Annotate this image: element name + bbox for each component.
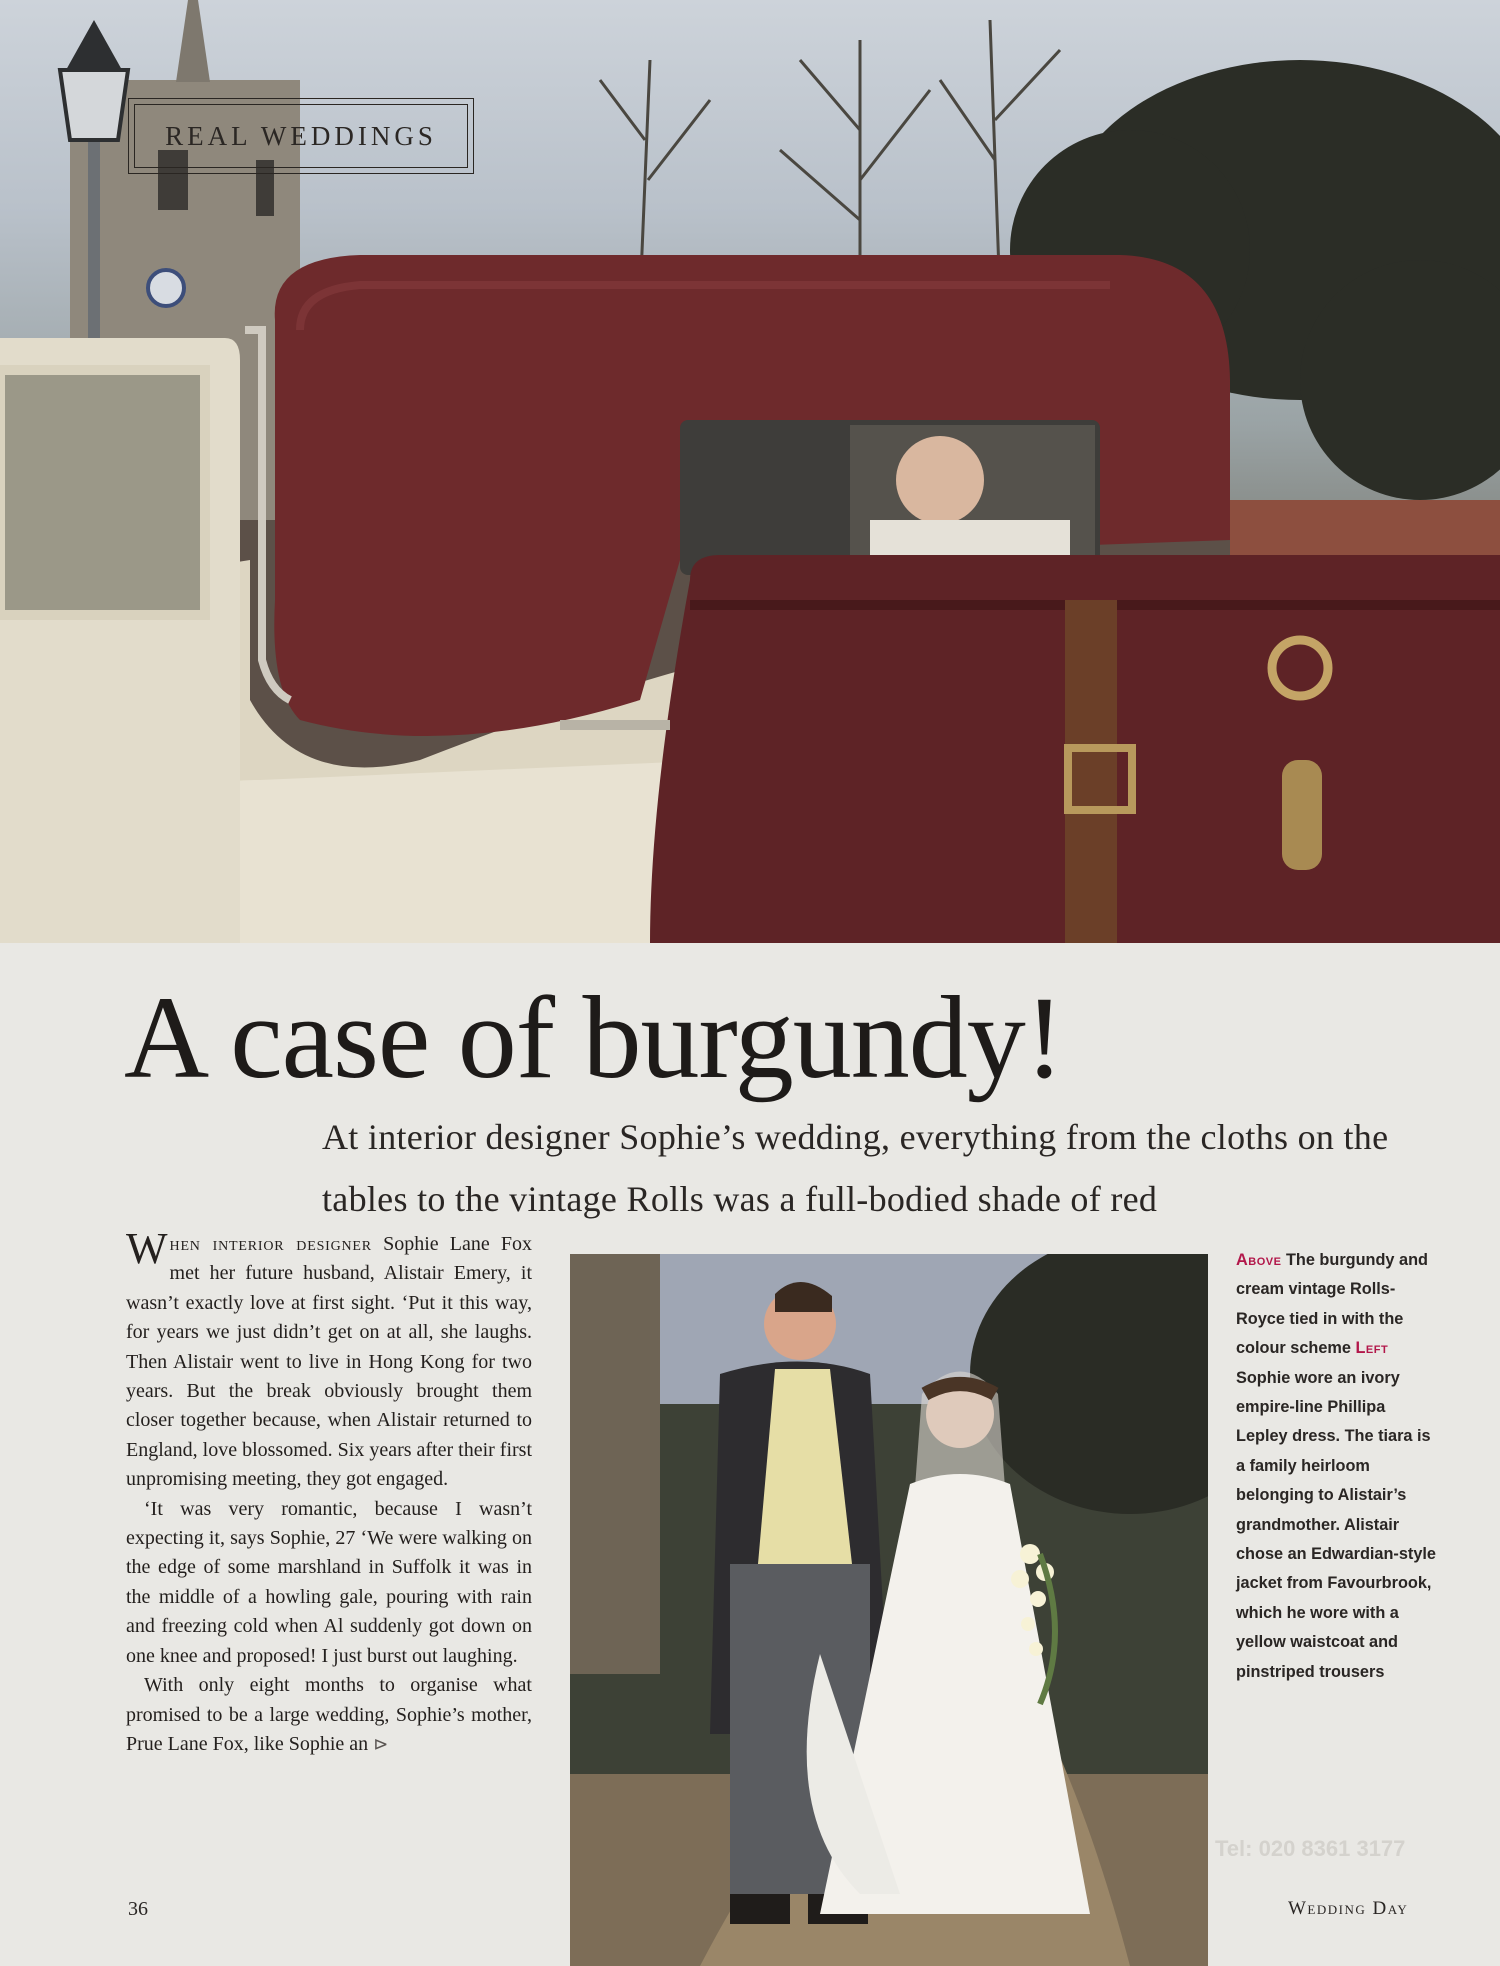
paragraph-1 [126, 1224, 533, 1495]
couple-photo [570, 1254, 1208, 1966]
paragraph-3-text: With only eight months to organise what promised to be a large wedding, Sophie’s mother, Prue Lane Fox, like Sophie an [126, 1674, 532, 1755]
section-tag-label: REAL WEDDINGS [165, 121, 437, 151]
show-through-text: Tel: 020 8361 3177 [1215, 1836, 1406, 1861]
photo-caption [1236, 1246, 1436, 1687]
paragraph-2: ‘It was very romantic, because I wasn’t expecting it, says Sophie, 27 ‘We were walking on the edge of some marshland in Suffolk it was in the middle of a howling gale, pouring with rain and freezing cold when Al suddenly got down on one knee and proposed! I just burst out laughing. [126, 1497, 532, 1667]
lead-in-caps: hen interior designer [169, 1233, 372, 1255]
caption-text-1: The burgundy and cream vintage Rolls-Royce tied in with the colour scheme [1236, 1251, 1428, 1358]
inset-photo [570, 1254, 1208, 1966]
section-tag [128, 98, 474, 174]
caption-cue-above: Above [1236, 1251, 1282, 1269]
page-number: 36 [128, 1898, 148, 1920]
drop-cap: W [126, 1224, 168, 1273]
standfirst: At interior designer Sophie’s wedding, everything from the cloths on the tables to the vintage Rolls was a full-bodied shade of red [322, 1117, 1389, 1219]
paragraph-1-text: Sophie Lane Fox met her future husband, Alistair Emery, it wasn’t exactly love at first sight. ‘Put it this way, for years we just didn’t get on at all, she laughs. Then Alistair went to live in Hong Kong for two years. But the break obviously brought them closer together because, when Alistair returned to England, love blossomed. Six years after their first unpromising meeting, they got engaged. [126, 1233, 533, 1491]
caption-text-2: Sophie wore an ivory empire-line Phillipa Lepley dress. The tiara is a family heirloom belonging to Alistair’s grandmother. Alistair chose an Edwardian-style jacket from Favourbrook, which he wore with a yellow waistcoat and pinstriped trousers [1236, 1368, 1436, 1681]
magazine-name: Wedding Day [1288, 1898, 1409, 1919]
hero-photo [0, 0, 1500, 943]
article-body [126, 1224, 533, 1759]
paragraph-3 [126, 1671, 532, 1759]
continue-arrow-icon: ⊳ [373, 1733, 389, 1754]
caption-cue-left: Left [1355, 1339, 1389, 1358]
caption-text [1236, 1246, 1436, 1687]
headline: A case of burgundy! [124, 972, 1064, 1103]
